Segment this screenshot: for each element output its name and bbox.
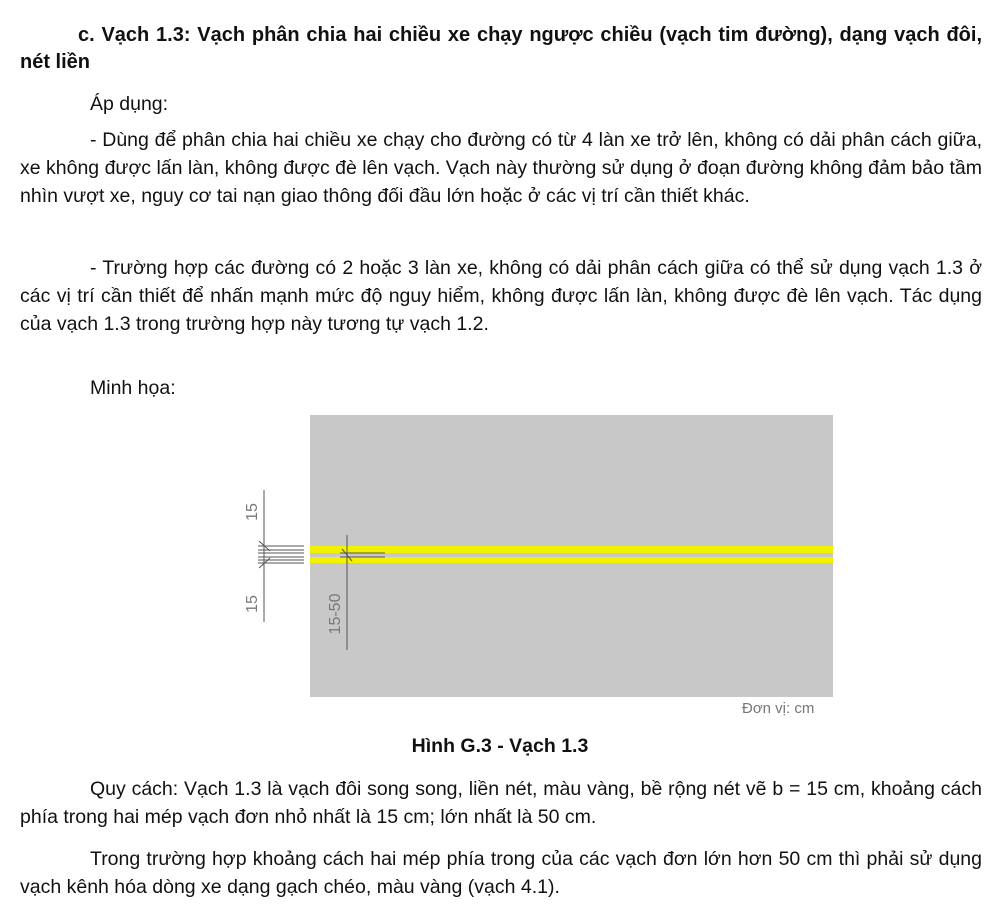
apply-label: Áp dụng: xyxy=(90,93,169,115)
unit-label: Đơn vị: cm xyxy=(742,700,815,717)
dim-label-top: 15 xyxy=(244,503,261,521)
figure-caption: Hình G.3 - Vạch 1.3 xyxy=(411,735,589,757)
yellow-line-bottom xyxy=(310,557,833,563)
paragraph-specification: Quy cách: Vạch 1.3 là vạch đôi song song, liền nét, màu vàng, bề rộng nét vẽ b = 15 cm, khoảng cách phía trong hai mép vạch đơn nhỏ nhất là 15 cm; lớn nhất là 50 cm. xyxy=(20,778,982,828)
dim-label-bottom: 15 xyxy=(244,595,261,613)
dimension-left xyxy=(258,490,304,622)
illustration-label: Minh họa: xyxy=(90,377,176,399)
paragraph-exception: Trong trường hợp khoảng cách hai mép phía trong của các vạch đơn lớn hơn 50 cm thì phải sử dụng vạch kênh hóa dòng xe dạng gạch chéo, màu vàng (vạch 4.1). xyxy=(20,848,982,898)
paragraph-usage-1: - Dùng để phân chia hai chiều xe chạy cho đường có từ 4 làn xe trở lên, không có dải phân cách giữa, xe không được lấn làn, không được đè lên vạch. Vạch này thường sử dụng ở đoạn đường không đảm bảo tầm nhìn vượt xe, nguy cơ tai nạn giao thông đối đầu lớn hoặc ở các vị trí cần thiết khác. xyxy=(20,129,982,207)
paragraph-usage-2: - Trường hợp các đường có 2 hoặc 3 làn xe, không có dải phân cách giữa có thể sử dụng vạch 1.3 ở các vị trí cần thiết để nhấn mạnh mức độ nguy hiểm, không được lấn làn, không được đè lên vạch. Tác dụng của vạch 1.3 trong trường hợp này tương tự vạch 1.2. xyxy=(20,257,982,335)
road-surface xyxy=(310,415,833,697)
yellow-line-top xyxy=(310,546,833,553)
dim-label-gap: 15-50 xyxy=(327,593,344,635)
section-heading: c. Vạch 1.3: Vạch phân chia hai chiều xe chạy ngược chiều (vạch tim đường), dạng vạch đôi, nét liền xyxy=(20,24,982,73)
